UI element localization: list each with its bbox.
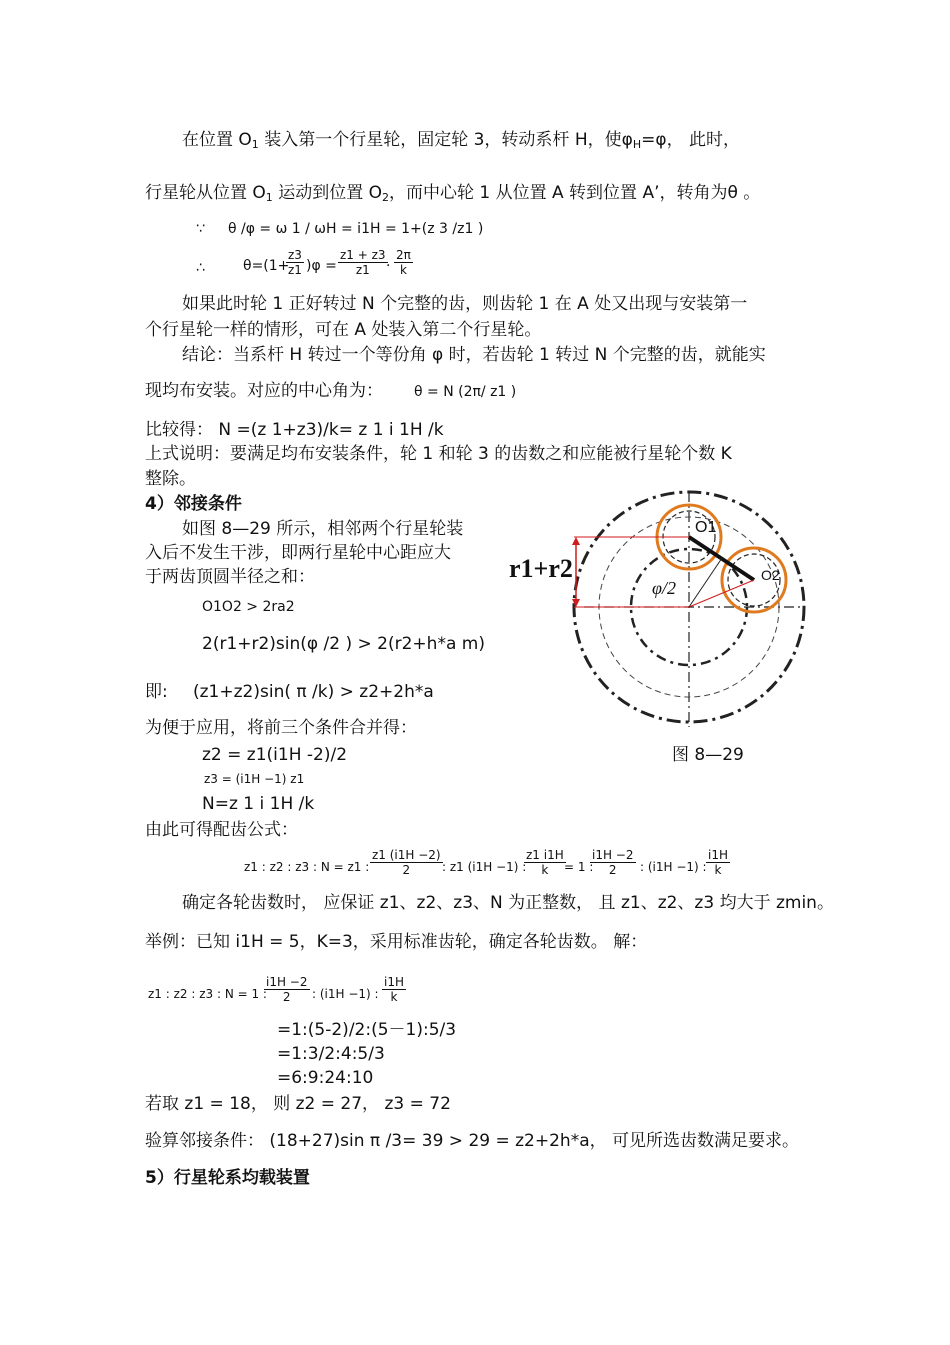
equation-ratio: θ /φ = ω 1 / ωH = i1H = 1+(z 3 /z1 ) [228, 221, 484, 237]
example-formula-a: z1 : z2 : z3 : N = 1 : [148, 987, 267, 1001]
multiply-dot: · [386, 258, 391, 274]
explanation-line2: 整除。 [145, 469, 196, 489]
equation-distance: O1O2 > 2ra2 [202, 599, 295, 615]
dimension-arrow-head-top [572, 537, 580, 545]
formula-part-b: : z1 (i1H −1) : [442, 860, 527, 874]
ie-label: 即: [145, 682, 168, 702]
example-result: 若取 z1 = 18， 则 z2 = 27， z3 = 72 [145, 1094, 451, 1114]
formula-part-a: z1 : z2 : z3 : N = z1 : [244, 860, 370, 874]
comparison-line: 比较得： N =(z 1+z3)/k= z 1 i 1H /k [145, 420, 444, 440]
explanation-line1: 上式说明：要满足均布安装条件，轮 1 和轮 3 的齿数之和应能被行星轮个数 K [145, 444, 732, 464]
formula-fraction-3: $\frac{i1H -2}{2}$ [592, 848, 634, 877]
central-angle-equation: θ = N (2π/ z1 ) [414, 384, 517, 400]
formula-part-d: : (i1H −1) : [640, 860, 707, 874]
equation-teeth-sin: (z1+z2)sin( π /k) > z2+2h*a [193, 682, 434, 702]
example-fraction-1: $\frac{i1H -2}{2}$ [266, 975, 308, 1004]
section-4-title: 4）邻接条件 [145, 494, 242, 514]
therefore-symbol: ∴ [196, 260, 205, 276]
equation-z2: z2 = z1(i1H -2)/2 [202, 745, 348, 765]
paragraph-1: 在位置 $O_1$ 装入第一个行星轮，固定轮 3，转动系杆 H，使$\varphi_H=\varphi$， 此时， [182, 130, 740, 151]
equation-sin-radius: 2(r1+r2)sin(φ /2 ) > 2(r2+h*a m) [202, 634, 485, 654]
fraction-z3-z1: $\frac{z3}{z1}$ [288, 248, 302, 277]
label-phi-half: φ/2 [652, 578, 676, 598]
section-5-title: 5）行星轮系均载装置 [145, 1168, 310, 1188]
paragraph-3-line1: 如果此时轮 1 正好转过 N 个完整的齿，则齿轮 1 在 A 处又出现与安装第一 [182, 294, 748, 314]
equation-z3: z3 = (i1H −1) z1 [204, 772, 305, 786]
example-step-2: =1:3/2:4:5/3 [277, 1044, 385, 1064]
teeth-condition-text: 确定各轮齿数时， 应保证 z1、z2、z3、N 为正整数， 且 z1、z2、z3 均大于 zmin。 [182, 893, 834, 913]
example-step-3: =6:9:24:10 [277, 1068, 374, 1088]
conclusion-line2: 现均布安装。对应的中心角为： [145, 381, 383, 401]
planetary-gear-figure [484, 482, 824, 732]
example-step-1: =1:(5-2)/2:(5－1):5/3 [277, 1020, 457, 1040]
paragraph-3-line2: 个行星轮一样的情形，可在 A 处装入第二个行星轮。 [145, 320, 542, 340]
example-text: 举例：已知 i1H = 5，K=3，采用标准齿轮，确定各轮齿数。 解： [145, 932, 648, 952]
paragraph-2: 行星轮从位置 $O_1$ 运动到位置 $O_2$，而中心轮 1 从位置 A 转到位置 A’，转角为θ 。 [145, 183, 761, 204]
example-fraction-2: $\frac{i1H}{k}$ [384, 975, 404, 1004]
adjacency-line2: 入后不发生干涉，即两行星轮中心距应大 [145, 543, 451, 563]
adjacency-line1: 如图 8—29 所示，相邻两个行星轮装 [182, 519, 464, 539]
label-o2: O2 [761, 567, 780, 583]
equation-theta-mid: )φ = [306, 258, 337, 274]
formula-fraction-4: $\frac{i1H}{k}$ [708, 848, 728, 877]
tooth-formula-intro: 由此可得配齿公式： [145, 820, 298, 840]
equation-theta-lhs: θ=(1+ [243, 258, 290, 274]
formula-fraction-1: $\frac{z1 (i1H -2)}{2}$ [372, 848, 441, 877]
formula-part-c: = 1 : [564, 860, 594, 874]
fraction-2pi-k: $\frac{2\pi}{k}$ [396, 248, 411, 277]
example-formula-b: : (i1H −1) : [312, 987, 379, 1001]
adjacency-line3: 于两齿顶圆半径之和： [145, 567, 315, 587]
label-o1: O1 [695, 519, 717, 536]
adjacency-check: 验算邻接条件： (18+27)sin π /3= 39 > 29 = z2+2h*a， 可见所选齿数满足要求。 [145, 1131, 800, 1151]
figure-caption: 图 8—29 [672, 745, 744, 765]
combine-conditions-text: 为便于应用，将前三个条件合并得： [145, 718, 417, 738]
equation-n: N=z 1 i 1H /k [202, 794, 315, 814]
label-r1-r2: r1+r2 [509, 554, 573, 583]
formula-fraction-2: $\frac{z1 i1H}{k}$ [526, 848, 564, 877]
because-symbol: ∵ [196, 221, 205, 237]
conclusion-line1: 结论：当系杆 H 转过一个等份角 φ 时，若齿轮 1 转过 N 个完整的齿，就能实 [182, 345, 766, 365]
fraction-sum-z1: $\frac{z1 + z3}{z1}$ [340, 248, 386, 277]
